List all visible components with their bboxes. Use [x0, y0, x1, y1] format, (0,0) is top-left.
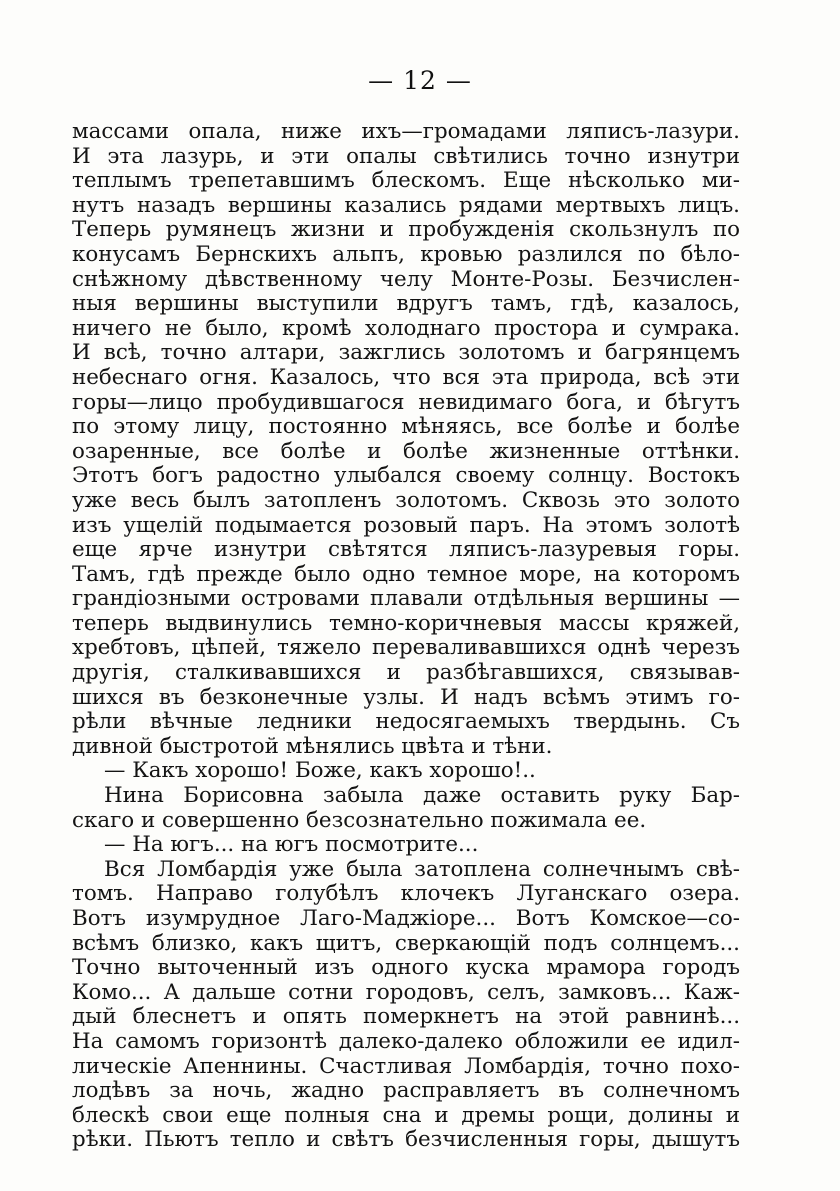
text-line: И эта лазурь, и эти опалы свѣтились точно изнутри	[72, 143, 740, 169]
text-line: другія, сталкивавшихся и разбѣгавшихся, связывав-	[72, 660, 740, 686]
text-line: Вотъ изумрудное Лаго-Маджіоре... Вотъ Комское—со-	[72, 906, 740, 931]
text-line: блескѣ свои еще полныя сна и дремы рощи, долины и	[72, 1102, 740, 1128]
body-text	[72, 120, 740, 1153]
text-line: Тамъ, гдѣ прежде было одно темное море, на которомъ	[72, 561, 740, 587]
text-line: ничего не было, кромѣ холоднаго простора и сумрака.	[72, 315, 740, 341]
text-line: снѣжному дѣвственному челу Монте-Розы. Безчислен-	[72, 266, 740, 292]
text-line: Нина Борисовна забыла даже оставить руку Бар-	[104, 783, 740, 809]
text-line: Комо... А дальше сотни городовъ, селъ, замковъ... Каж-	[72, 979, 740, 1005]
text-line: — Какъ хорошо! Боже, какъ хорошо!..	[104, 758, 536, 784]
text-line: уже весь былъ затопленъ золотомъ. Сквозь это золото	[72, 487, 740, 513]
text-line: томъ. Направо голубѣлъ клочекъ Луганскаго озера.	[72, 881, 740, 907]
text-line: Точно выточенный изъ одного куска мрамора городъ	[72, 955, 740, 981]
text-line: И всѣ, точно алтари, зажглись золотомъ и багрянцемъ	[72, 340, 740, 366]
text-line: ныя вершины выступили вдругъ тамъ, гдѣ, казалось,	[72, 291, 740, 317]
text-line: Теперь румянецъ жизни и пробужденія скользнулъ по	[72, 217, 740, 243]
text-line: теплымъ трепетавшимъ блескомъ. Еще нѣсколько ми-	[72, 168, 740, 194]
text-line: изъ ущелій подымается розовый паръ. На этомъ золотѣ	[72, 512, 740, 538]
text-line: еще ярче изнутри свѣтятся ляписъ-лазуревыя горы.	[72, 537, 740, 563]
text-line: рѣки. Пьютъ тепло и свѣтъ безчисленныя горы, дышутъ	[72, 1127, 740, 1153]
text-line: дый блеснетъ и опять померкнетъ на этой равнинѣ...	[72, 1004, 740, 1030]
page-number: — 12 —	[368, 66, 472, 95]
text-line: шихся въ безконечные узлы. И надъ всѣмъ этимъ го-	[72, 684, 740, 710]
text-line: — На югъ... на югъ посмотрите...	[104, 832, 479, 858]
text-line: рѣли вѣчные ледники недосягаемыхъ твердынь. Съ	[72, 709, 740, 735]
text-line: теперь выдвинулись темно-коричневыя массы кряжей,	[72, 610, 740, 636]
text-line: по этому лицу, постоянно мѣняясь, все болѣе и болѣе	[72, 414, 740, 440]
text-line: массами опала, ниже ихъ—громадами ляписъ-лазури.	[72, 119, 740, 144]
text-line: лодѣвъ за ночь, жадно расправляетъ въ солнечномъ	[72, 1078, 740, 1104]
text-line: Вся Ломбардія уже была затоплена солнечнымъ свѣ-	[104, 856, 740, 882]
text-line: дивной быстротой мѣнялись цвѣта и тѣни.	[72, 733, 553, 759]
text-line: лическіе Апеннины. Счастливая Ломбардія, точно похо-	[72, 1053, 740, 1079]
text-line: скаго и совершенно безсознательно пожимала ее.	[72, 807, 647, 833]
text-line: всѣмъ близко, какъ щитъ, сверкающій подъ солнцемъ...	[72, 930, 740, 956]
text-line: озаренные, все болѣе и болѣе жизненные оттѣнки.	[72, 438, 740, 464]
text-line: горы—лицо пробудившагося невидимаго бога, и бѣгутъ	[72, 389, 740, 415]
text-line: небеснаго огня. Казалось, что вся эта природа, всѣ эти	[72, 364, 740, 390]
text-line: нутъ назадъ вершины казались рядами мертвыхъ лицъ.	[72, 192, 740, 218]
text-line: хребтовъ, цѣпей, тяжело переваливавшихся однѣ черезъ	[72, 635, 740, 661]
text-line: Этотъ богъ радостно улыбался своему солнцу. Востокъ	[72, 463, 740, 489]
text-line: На самомъ горизонтѣ далеко-далеко обложили ее идил-	[72, 1028, 740, 1054]
text-line: грандіозными островами плавали отдѣльныя вершины —	[72, 586, 740, 612]
text-line: конусамъ Бернскихъ альпъ, кровью разлился по бѣло-	[72, 241, 740, 267]
